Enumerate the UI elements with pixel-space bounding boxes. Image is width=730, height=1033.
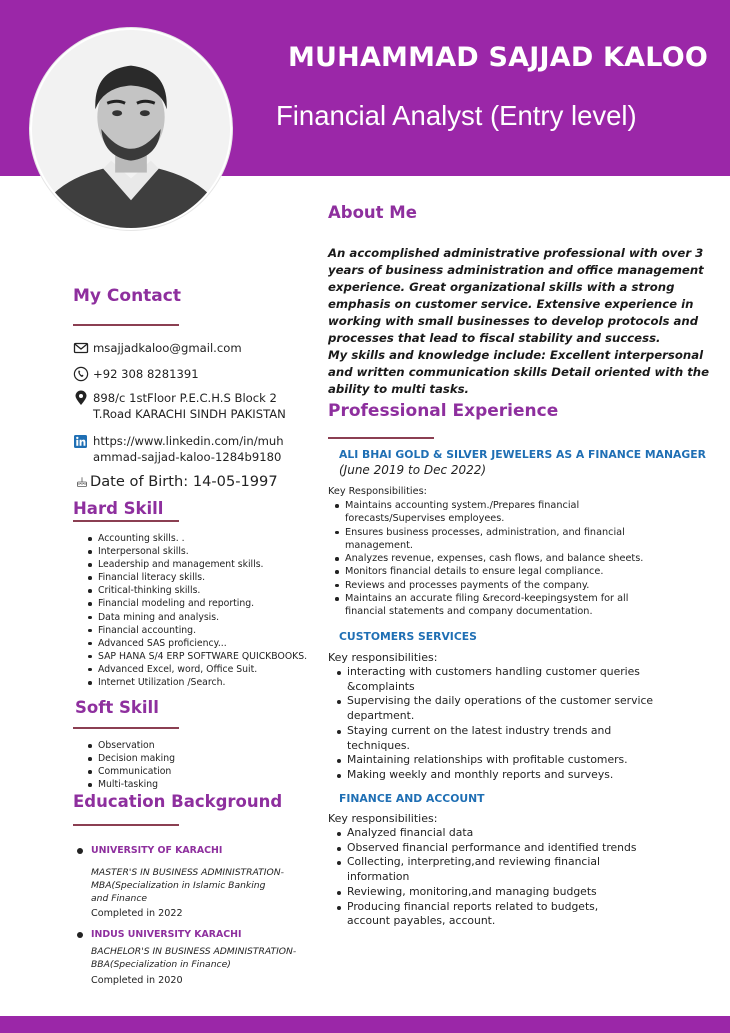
job-responsibility: Ensures business processes, administration, and financial management.: [335, 526, 665, 553]
hard-skill-list: [88, 532, 307, 689]
job-responsibility: Analyzes revenue, expenses, cash flows, and balance sheets.: [335, 552, 665, 565]
phone-icon: [73, 366, 89, 382]
about-paragraph: An accomplished administrative professional with over 3 years of business administration and office management experience. Great organizational skills with a strong emphasis on customer service. Extensive experience in working with small businesses to develop protocols and processes that lead to fiscal stability and success.: [328, 246, 704, 345]
contact-heading: My Contact: [73, 286, 181, 306]
education-bullet: [77, 932, 83, 938]
contact-rule: [73, 324, 179, 326]
footer-band: [0, 1016, 730, 1033]
experience-rule: [328, 437, 434, 439]
education-school: INDUS UNIVERSITY KARACHI: [91, 929, 242, 940]
linkedin-line1: https://www.linkedin.com/in/muh: [93, 434, 284, 448]
hard-skill-item: Interpersonal skills.: [88, 545, 307, 558]
soft-skill-item: Observation: [88, 739, 175, 752]
hard-skill-item: Critical-thinking skills.: [88, 584, 307, 597]
job-responsibility: Reviewing, monitoring,and managing budgets: [337, 885, 637, 900]
hard-skill-item: Advanced SAS proficiency...: [88, 637, 307, 650]
education-heading: Education Background: [73, 792, 283, 811]
job-title: CUSTOMERS SERVICES: [339, 630, 477, 643]
hard-skill-item: Financial accounting.: [88, 624, 307, 637]
hard-skill-item: Financial literacy skills.: [88, 571, 307, 584]
soft-skill-list: [88, 739, 175, 791]
profile-photo: [30, 28, 232, 230]
job-responsibility: Maintaining relationships with profitable customers.: [337, 753, 677, 768]
education-school: UNIVERSITY OF KARACHI: [91, 845, 223, 856]
dob-text: Date of Birth: 14-05-1997: [90, 473, 278, 490]
soft-skill-rule: [73, 727, 179, 729]
job-title: FINANCE AND ACCOUNT: [339, 792, 485, 805]
address-line1: 898/c 1stFloor P.E.C.H.S Block 2: [93, 391, 277, 405]
job-responsibility: Producing financial reports related to budgets, account payables, account.: [337, 900, 637, 929]
job-responsibility: Staying current on the latest industry trends and techniques.: [337, 724, 677, 753]
education-degree: [91, 945, 296, 971]
soft-skill-item: Decision making: [88, 752, 175, 765]
job-title: ALI BHAI GOLD & SILVER JEWELERS AS A FINANCE MANAGER: [339, 448, 706, 461]
hard-skill-item: Financial modeling and reporting.: [88, 597, 307, 610]
job-dates: (June 2019 to Dec 2022): [339, 463, 487, 477]
hard-skill-item: Advanced Excel, word, Office Suit.: [88, 663, 307, 676]
job-responsibilities-list: [337, 665, 677, 783]
linkedin-icon: [73, 433, 89, 449]
hard-skill-item: Accounting skills. .: [88, 532, 307, 545]
location-pin-icon: [73, 390, 89, 406]
soft-skill-item: Communication: [88, 765, 175, 778]
hard-skill-item: Data mining and analysis.: [88, 611, 307, 624]
candidate-name: MUHAMMAD SAJJAD KALOO: [287, 42, 709, 73]
mail-icon: [73, 340, 89, 356]
soft-skill-item: Multi-tasking: [88, 778, 175, 791]
education-rule: [73, 824, 179, 826]
job-responsibility: Observed financial performance and identified trends: [337, 841, 637, 856]
hard-skill-item: Leadership and management skills.: [88, 558, 307, 571]
hard-skill-item: Internet Utilization /Search.: [88, 676, 307, 689]
phone-text: +92 308 8281391: [93, 367, 199, 381]
job-responsibility: Maintains accounting system./Prepares financial forecasts/Supervises employees.: [335, 499, 665, 526]
hard-skill-heading: Hard Skill: [73, 499, 164, 518]
education-bullet: [77, 848, 83, 854]
linkedin-line2: ammad-sajjad-kaloo-1284b9180: [93, 450, 282, 464]
job-responsibility: Analyzed financial data: [337, 826, 637, 841]
hard-skill-rule: [73, 520, 179, 522]
job-responsibility: Making weekly and monthly reports and surveys.: [337, 768, 677, 783]
profile-photo-illustration: [32, 30, 230, 228]
candidate-title: Financial Analyst (Entry level): [276, 100, 637, 131]
experience-heading: Professional Experience: [328, 401, 559, 421]
job-responsibilities-list: [335, 499, 665, 619]
education-degree-line: BBA(Specialization in Finance): [91, 959, 231, 970]
education-degree: [91, 866, 284, 905]
address-line2: T.Road KARACHI SINDH PAKISTAN: [93, 407, 286, 421]
email-text: msajjadkaloo@gmail.com: [93, 341, 242, 355]
about-text: [328, 245, 720, 398]
job-responsibility: Supervising the daily operations of the customer service department.: [337, 694, 677, 723]
education-degree-line: BACHELOR'S IN BUSINESS ADMINISTRATION-: [91, 946, 297, 957]
about-paragraph: My skills and knowledge include: Excellent interpersonal and written communication skills Detail oriented with the ability to multi tasks.: [328, 348, 710, 396]
job-responsibility: Monitors financial details to ensure legal compliance.: [335, 565, 665, 578]
about-heading: About Me: [328, 203, 417, 222]
birthday-cake-icon: [76, 476, 88, 488]
hard-skill-item: SAP HANA S/4 ERP SOFTWARE QUICKBOOKS.: [88, 650, 307, 663]
education-completed: Completed in 2022: [91, 908, 183, 919]
job-responsibility: Reviews and processes payments of the company.: [335, 579, 665, 592]
job-responsibility: interacting with customers handling customer queries &complaints: [337, 665, 677, 694]
job-responsibility: Maintains an accurate filing &record-keepingsystem for all financial statements and company documentation.: [335, 592, 665, 619]
job-responsibilities-label: Key responsibilities:: [328, 651, 438, 664]
education-degree-line: MASTER'S IN BUSINESS ADMINISTRATION-: [91, 867, 284, 878]
job-responsibilities-label: Key responsibilities:: [328, 812, 438, 825]
education-completed: Completed in 2020: [91, 975, 183, 986]
education-degree-line: and Finance: [91, 893, 148, 904]
soft-skill-heading: Soft Skill: [75, 698, 159, 717]
job-responsibilities-label: Key Responsibilities:: [328, 486, 427, 497]
job-responsibility: Collecting, interpreting,and reviewing financial information: [337, 855, 637, 884]
job-responsibilities-list: [337, 826, 637, 929]
education-degree-line: MBA(Specialization in Islamic Banking: [91, 880, 266, 891]
